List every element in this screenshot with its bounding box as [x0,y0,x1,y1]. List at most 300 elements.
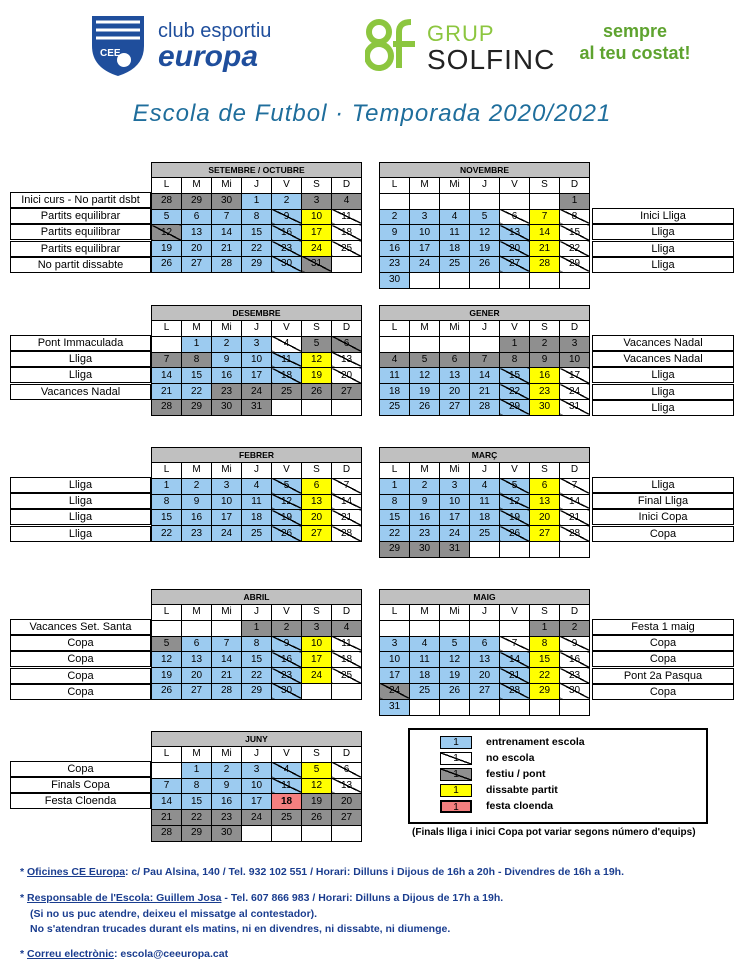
weekday-header: J [470,178,500,194]
footer-offices-text: : c/ Pau Alsina, 140 / Tel. 932 102 551 / Horari: Dilluns i Dijous de 16h a 20h - Divendres de 16h a 19h. [125,866,624,878]
day-cell [272,399,302,415]
row-label: Lliga [10,509,151,525]
day-cell: 20 [440,384,470,400]
day-cell: 18 [410,668,440,684]
day-cell: 14 [152,794,182,810]
row-label: Lliga [592,257,734,273]
day-cell: 24 [302,668,332,684]
day-cell: 6 [182,209,212,225]
weekday-header: D [332,605,362,621]
day-cell: 15 [530,652,560,668]
day-cell: 15 [242,225,272,241]
day-cell: 7 [530,209,560,225]
footer-responsible-text: - Tel. 607 866 983 / Horari: Dilluns a Dijous de 17h a 19h. [221,892,504,904]
day-cell: 13 [302,494,332,510]
month-table [379,447,590,558]
legend [408,728,708,824]
day-cell: 12 [302,778,332,794]
row-label: Pont Immaculada [10,335,151,351]
day-cell: 29 [500,399,530,415]
row-label: Partits equilibrar [10,224,151,240]
day-cell [152,336,182,352]
day-cell: 9 [272,209,302,225]
day-cell [500,699,530,715]
day-cell: 22 [500,384,530,400]
day-cell: 23 [530,384,560,400]
day-cell: 12 [440,652,470,668]
month-calendar [151,305,362,416]
row-label: Final Lliga [592,493,734,509]
weekday-header: L [152,463,182,479]
day-cell: 1 [152,478,182,494]
day-cell: 25 [470,526,500,542]
day-cell: 5 [302,336,332,352]
day-cell: 17 [212,510,242,526]
day-cell [500,541,530,557]
day-cell: 28 [152,825,182,841]
day-cell: 23 [272,668,302,684]
day-cell: 15 [182,368,212,384]
day-cell: 15 [242,652,272,668]
day-cell: 23 [212,384,242,400]
day-cell: 20 [470,668,500,684]
day-cell: 28 [500,683,530,699]
day-cell: 28 [152,399,182,415]
day-cell: 20 [182,241,212,257]
weekday-header: J [242,747,272,763]
day-cell: 3 [242,336,272,352]
day-cell: 13 [182,652,212,668]
weekday-header: M [182,321,212,337]
day-cell: 20 [332,794,362,810]
day-cell: 4 [242,478,272,494]
slogan [565,20,705,64]
day-cell: 11 [470,494,500,510]
day-cell: 17 [380,668,410,684]
weekday-header: Mi [212,321,242,337]
day-cell: 21 [212,241,242,257]
weekday-header: Mi [440,605,470,621]
day-cell [560,699,590,715]
row-label: Copa [10,684,151,700]
day-cell [410,272,440,288]
month-name: JUNY [152,732,362,747]
day-cell: 3 [380,636,410,652]
day-cell [332,256,362,272]
weekday-header: M [182,747,212,763]
day-cell: 25 [380,399,410,415]
day-cell: 7 [500,636,530,652]
day-cell: 31 [242,399,272,415]
day-cell [152,620,182,636]
legend-text: festiu / pont [486,768,546,780]
row-label: Vacances Nadal [10,384,151,400]
row-label: Copa [10,668,151,684]
day-cell: 14 [500,652,530,668]
day-cell: 8 [500,352,530,368]
day-cell: 26 [302,384,332,400]
weekday-header: Mi [440,321,470,337]
day-cell: 11 [332,636,362,652]
day-cell [500,272,530,288]
day-cell [470,336,500,352]
day-cell [332,399,362,415]
day-cell: 24 [302,241,332,257]
month-calendar [151,731,362,842]
weekday-header: Mi [440,463,470,479]
weekday-header: S [302,747,332,763]
day-cell: 29 [380,541,410,557]
month-calendar [379,162,590,289]
weekday-header: L [152,747,182,763]
day-cell: 25 [332,668,362,684]
legend-swatch: 1 [440,752,472,765]
weekday-header: D [560,178,590,194]
weekday-header: L [152,605,182,621]
weekday-header: S [530,178,560,194]
day-cell: 13 [500,225,530,241]
day-cell: 16 [272,225,302,241]
day-cell: 11 [242,494,272,510]
weekday-header: D [332,321,362,337]
day-cell: 4 [272,762,302,778]
day-cell [242,825,272,841]
weekday-header: V [500,321,530,337]
month-name: ABRIL [152,590,362,605]
day-cell: 8 [242,636,272,652]
footer-email: * Correu electrònic: escola@ceeuropa.cat [20,948,229,960]
day-cell: 22 [560,241,590,257]
day-cell: 1 [560,193,590,209]
day-cell [332,683,362,699]
day-cell: 22 [182,810,212,826]
row-label: Partits equilibrar [10,208,151,224]
day-cell: 30 [380,272,410,288]
day-cell [470,699,500,715]
day-cell: 17 [242,794,272,810]
month-name: MAIG [380,590,590,605]
day-cell [500,193,530,209]
footer-offices: * Oficines CE Europa: c/ Pau Alsina, 140 / Tel. 932 102 551 / Horari: Dilluns i Dijous de 16h a 20h - Divendres de 16h a 19h. [20,866,624,878]
day-cell: 21 [212,668,242,684]
day-cell: 1 [182,762,212,778]
day-cell: 5 [440,636,470,652]
day-cell: 16 [560,652,590,668]
day-cell: 13 [440,368,470,384]
weekday-header: M [182,605,212,621]
day-cell: 15 [380,510,410,526]
day-cell: 12 [272,494,302,510]
day-cell: 3 [560,336,590,352]
weekday-header: S [302,321,332,337]
day-cell: 27 [440,399,470,415]
row-label: Vacances Nadal [592,351,734,367]
day-cell: 23 [380,256,410,272]
row-label: Copa [10,651,151,667]
legend-text: festa cloenda [486,800,554,812]
day-cell: 27 [332,384,362,400]
day-cell: 24 [560,384,590,400]
row-label: Lliga [10,367,151,383]
weekday-header: V [500,463,530,479]
day-cell: 28 [212,256,242,272]
day-cell: 21 [530,241,560,257]
legend-note: (Finals lliga i inici Copa pot variar segons número d'equips) [412,827,696,838]
day-cell: 22 [242,241,272,257]
day-cell: 10 [560,352,590,368]
weekday-header: M [182,463,212,479]
day-cell: 1 [500,336,530,352]
day-cell: 1 [242,193,272,209]
month-calendar [151,162,362,273]
day-cell: 25 [272,384,302,400]
day-cell: 25 [242,526,272,542]
legend-text: no escola [486,752,535,764]
sponsor-mark-icon [365,18,420,73]
month-calendar [379,305,590,416]
day-cell [410,336,440,352]
day-cell: 19 [152,668,182,684]
day-cell: 27 [500,256,530,272]
row-label: Pont 2a Pasqua [592,668,734,684]
day-cell [470,272,500,288]
month-calendar [151,589,362,700]
month-table [151,305,362,416]
month-name: NOVEMBRE [380,163,590,178]
day-cell: 6 [302,478,332,494]
day-cell: 23 [182,526,212,542]
day-cell: 4 [410,636,440,652]
row-label: Lliga [592,384,734,400]
day-cell: 18 [332,652,362,668]
day-cell: 8 [152,494,182,510]
day-cell [272,825,302,841]
weekday-header: M [410,321,440,337]
day-cell: 4 [272,336,302,352]
weekday-header: D [332,463,362,479]
row-label: Lliga [10,526,151,542]
day-cell: 11 [440,225,470,241]
day-cell: 27 [182,256,212,272]
day-cell: 10 [242,352,272,368]
row-label: Lliga [592,400,734,416]
day-cell: 12 [410,368,440,384]
day-cell: 30 [530,399,560,415]
row-label: Copa [592,651,734,667]
svg-text:CEE: CEE [100,48,121,59]
row-label: Festa 1 maig [592,619,734,635]
day-cell: 28 [152,193,182,209]
day-cell: 30 [212,825,242,841]
weekday-header: J [242,463,272,479]
weekday-header: V [272,178,302,194]
day-cell: 3 [302,620,332,636]
day-cell [530,193,560,209]
day-cell: 9 [380,225,410,241]
day-cell: 31 [560,399,590,415]
legend-swatch: 1 [440,784,472,797]
footer-responsible-label: Responsable de l'Escola: Guillem Josa [27,892,222,904]
month-calendar [151,447,362,542]
day-cell: 30 [410,541,440,557]
day-cell: 18 [272,794,302,810]
day-cell: 23 [272,241,302,257]
day-cell: 12 [152,225,182,241]
weekday-header: S [302,605,332,621]
day-cell: 29 [242,683,272,699]
day-cell: 21 [152,384,182,400]
day-cell: 14 [212,652,242,668]
day-cell: 11 [272,778,302,794]
sponsor-logo [365,18,555,76]
day-cell: 9 [560,636,590,652]
day-cell: 21 [500,668,530,684]
month-name: DESEMBRE [152,306,362,321]
day-cell: 26 [152,683,182,699]
day-cell: 20 [302,510,332,526]
slogan-line2: al teu costat! [579,43,691,63]
day-cell: 3 [410,209,440,225]
month-table [151,162,362,273]
day-cell: 2 [272,193,302,209]
day-cell: 25 [440,256,470,272]
day-cell: 24 [242,810,272,826]
day-cell: 31 [440,541,470,557]
day-cell: 6 [530,478,560,494]
weekday-header: S [302,463,332,479]
footer-note2: No s'atendran trucades durant els matins, ni en divendres, ni dissabte, ni diumenge. [30,923,451,935]
weekday-header: Mi [212,747,242,763]
day-cell: 13 [182,225,212,241]
row-label: Copa [592,684,734,700]
day-cell [440,193,470,209]
day-cell: 25 [332,241,362,257]
day-cell [410,193,440,209]
row-label: Copa [592,635,734,651]
day-cell: 27 [182,683,212,699]
weekday-header: L [152,321,182,337]
row-label: Vacances Nadal [592,335,734,351]
weekday-header: V [272,605,302,621]
day-cell: 29 [182,193,212,209]
day-cell: 16 [212,794,242,810]
footer-email-text: : escola@ceeuropa.cat [113,948,229,960]
club-name-line1: club esportiu [158,20,272,42]
month-name: MARÇ [380,448,590,463]
day-cell: 27 [470,683,500,699]
day-cell: 17 [440,510,470,526]
day-cell: 17 [242,368,272,384]
day-cell: 23 [212,810,242,826]
day-cell: 30 [212,193,242,209]
day-cell: 30 [212,399,242,415]
day-cell: 5 [152,209,182,225]
day-cell: 18 [380,384,410,400]
day-cell: 28 [212,683,242,699]
day-cell: 10 [302,636,332,652]
day-cell: 24 [440,526,470,542]
month-name: FEBRER [152,448,362,463]
day-cell: 15 [500,368,530,384]
day-cell: 9 [410,494,440,510]
day-cell: 26 [410,399,440,415]
row-label: Lliga [592,224,734,240]
day-cell: 14 [332,494,362,510]
day-cell: 13 [332,778,362,794]
sponsor-line2: SOLFINC [427,44,556,75]
weekday-header: J [470,463,500,479]
weekday-header: S [530,463,560,479]
weekday-header: D [560,605,590,621]
day-cell: 10 [410,225,440,241]
weekday-header: M [410,605,440,621]
day-cell: 10 [440,494,470,510]
day-cell: 31 [380,699,410,715]
weekday-header: V [500,605,530,621]
day-cell: 26 [440,683,470,699]
day-cell: 11 [332,209,362,225]
row-label: Partits equilibrar [10,241,151,257]
day-cell [470,620,500,636]
day-cell: 22 [530,668,560,684]
day-cell: 23 [560,668,590,684]
weekday-header: J [470,605,500,621]
day-cell: 23 [410,526,440,542]
day-cell: 9 [182,494,212,510]
day-cell: 3 [440,478,470,494]
weekday-header: L [380,605,410,621]
day-cell: 25 [272,810,302,826]
weekday-header: L [380,178,410,194]
day-cell: 19 [302,794,332,810]
day-cell: 20 [182,668,212,684]
day-cell: 9 [212,352,242,368]
row-label: Finals Copa [10,777,151,793]
month-table [151,447,362,542]
day-cell: 13 [332,352,362,368]
weekday-header: D [332,747,362,763]
weekday-header: L [380,463,410,479]
day-cell: 6 [332,336,362,352]
month-calendar [379,589,590,716]
month-table [379,162,590,289]
legend-swatch: 1 [440,800,472,813]
day-cell: 11 [272,352,302,368]
day-cell: 2 [530,336,560,352]
weekday-header: M [410,178,440,194]
day-cell: 1 [380,478,410,494]
day-cell: 24 [212,526,242,542]
day-cell: 19 [302,368,332,384]
day-cell: 29 [182,825,212,841]
day-cell [500,620,530,636]
day-cell: 24 [242,384,272,400]
day-cell [440,336,470,352]
day-cell: 9 [272,636,302,652]
row-label: Copa [10,635,151,651]
day-cell: 30 [560,683,590,699]
month-table [151,731,362,842]
day-cell: 8 [182,778,212,794]
weekday-header: S [530,321,560,337]
day-cell: 2 [410,478,440,494]
day-cell [440,272,470,288]
day-cell [302,399,332,415]
day-cell: 8 [560,209,590,225]
weekday-header: Mi [440,178,470,194]
day-cell: 19 [152,241,182,257]
day-cell [440,699,470,715]
